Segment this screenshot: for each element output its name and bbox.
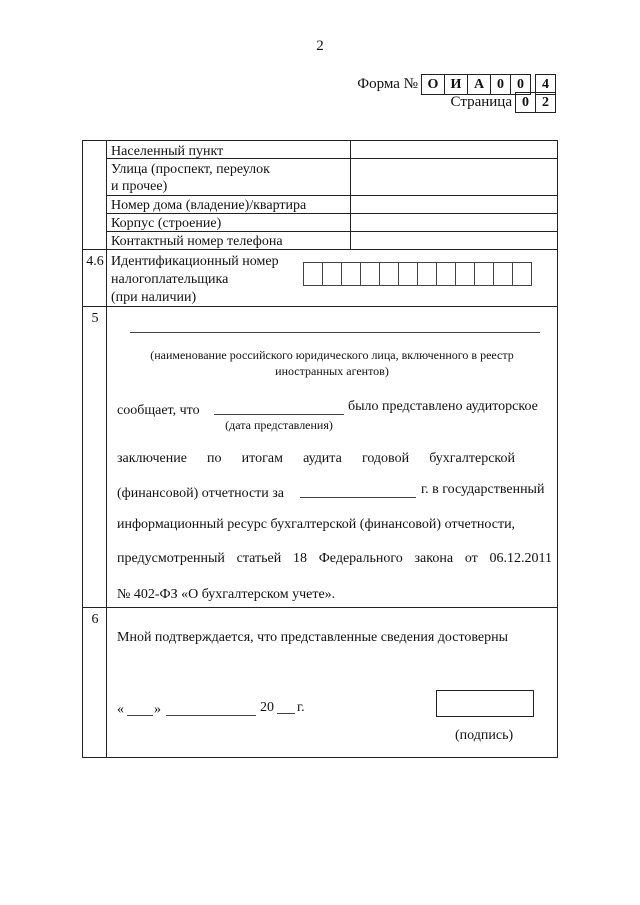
submission-date-caption: (дата представления) xyxy=(225,418,333,432)
signature-year-line[interactable] xyxy=(277,713,295,714)
row-number-6: 6 xyxy=(91,612,99,627)
signature-caption: (подпись) xyxy=(455,728,514,743)
inn-label-line1: Идентификационный номер xyxy=(111,254,279,269)
body-line-4: информационный ресурс бухгалтерской (финансовой) отчетности, xyxy=(117,517,516,532)
reporting-year-line[interactable] xyxy=(300,497,416,498)
inn-digit-box[interactable] xyxy=(512,262,532,286)
address-label-building: Корпус (строение) xyxy=(111,216,222,231)
body-line-3-prefix: (финансовой) отчетности за xyxy=(117,486,285,501)
org-name-caption-line2: иностранных агентов) xyxy=(275,364,389,378)
body-line-5: предусмотренный статьей 18 Федерального закона от 06.12.2011 xyxy=(117,551,552,566)
reports-suffix: было представлено аудиторское xyxy=(348,399,538,414)
table-border-bottom xyxy=(82,757,558,758)
address-label-street: Улица (проспект, переулок xyxy=(111,162,270,177)
date-open-quote: « xyxy=(117,702,124,717)
form-code-cell: О xyxy=(421,74,445,95)
inn-digit-box[interactable] xyxy=(455,262,475,286)
inn-digit-box[interactable] xyxy=(341,262,361,286)
address-label-street-cont: и прочее) xyxy=(111,179,168,194)
form-code-cell: 0 xyxy=(510,74,531,95)
body-line-3-suffix: г. в государственный xyxy=(421,482,545,497)
table-border-left xyxy=(82,140,83,757)
year-suffix: г. xyxy=(297,700,305,715)
table-border-right xyxy=(557,140,558,757)
form-code-cell-last: 4 xyxy=(535,74,556,95)
row-number-5: 5 xyxy=(91,311,99,326)
inn-digit-box[interactable] xyxy=(303,262,323,286)
form-code-cell: 0 xyxy=(490,74,511,95)
page-digit-cells xyxy=(516,92,556,113)
inn-digit-box[interactable] xyxy=(417,262,437,286)
year-prefix: 20 xyxy=(260,700,274,715)
form-label: Форма № xyxy=(357,76,418,92)
inn-digit-box[interactable] xyxy=(360,262,380,286)
inn-digit-box[interactable] xyxy=(493,262,513,286)
submission-date-line[interactable] xyxy=(214,414,344,415)
signature-day-line[interactable] xyxy=(127,715,153,716)
reports-prefix: сообщает, что xyxy=(117,403,200,418)
row-divider xyxy=(106,195,558,196)
inn-label-line3: (при наличии) xyxy=(111,290,197,305)
row-divider xyxy=(82,607,558,608)
page-digit-cell: 2 xyxy=(535,92,556,113)
address-label-house: Номер дома (владение)/квартира xyxy=(111,198,307,213)
inn-digit-box[interactable] xyxy=(436,262,456,286)
inn-input-boxes[interactable] xyxy=(304,262,532,286)
signature-month-line[interactable] xyxy=(166,715,256,716)
confirmation-text: Мной подтверждается, что представленные сведения достоверны xyxy=(117,630,509,645)
date-close-quote: » xyxy=(154,702,161,717)
page-indicator-row xyxy=(451,92,556,113)
row-divider xyxy=(82,306,558,307)
page-label: Страница xyxy=(450,94,512,110)
page-digit-cell: 0 xyxy=(515,92,536,113)
inn-label-line2: налогоплательщика xyxy=(111,272,229,287)
signature-box[interactable] xyxy=(436,690,534,717)
inn-digit-box[interactable] xyxy=(474,262,494,286)
row-number-4-6: 4.6 xyxy=(86,254,104,269)
form-code-cell: И xyxy=(444,74,468,95)
address-label-phone: Контактный номер телефона xyxy=(111,234,283,249)
form-code-cell: А xyxy=(467,74,491,95)
table-number-column-divider xyxy=(106,140,107,757)
table-border-top xyxy=(82,140,558,141)
body-line-2: заключение по итогам аудита годовой бухгалтерской xyxy=(117,451,515,466)
page-number: 2 xyxy=(316,38,324,54)
org-name-line[interactable] xyxy=(130,332,540,333)
inn-digit-box[interactable] xyxy=(322,262,342,286)
inn-digit-box[interactable] xyxy=(398,262,418,286)
inn-digit-box[interactable] xyxy=(379,262,399,286)
org-name-caption-line1: (наименование российского юридического лица, включенного в реестр xyxy=(150,348,514,362)
body-line-6: № 402-ФЗ «О бухгалтерском учете». xyxy=(117,587,336,602)
address-label-locality: Населенный пункт xyxy=(111,144,224,159)
